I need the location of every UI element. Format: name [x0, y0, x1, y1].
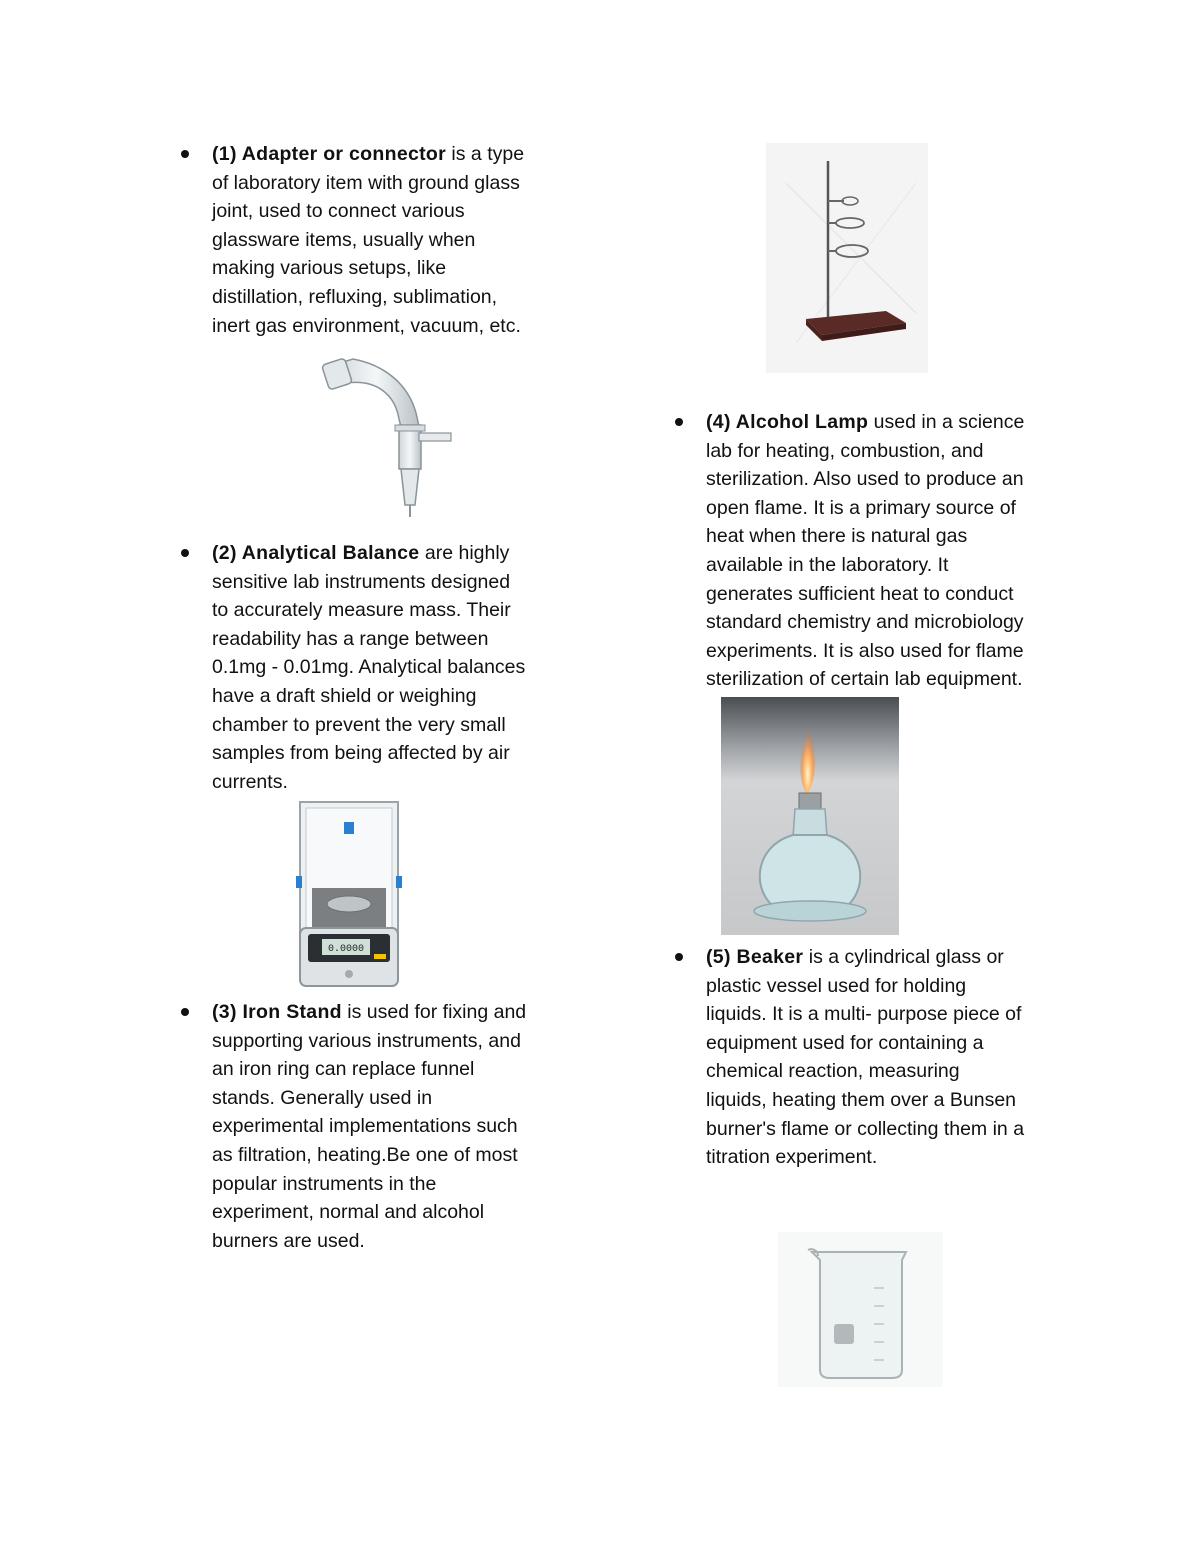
- item-term: (4) Alcohol Lamp: [706, 411, 869, 433]
- bullet: [675, 953, 683, 961]
- item-term: (3) Iron Stand: [212, 1001, 342, 1023]
- item-beaker: [706, 943, 1086, 1172]
- bullet: [675, 418, 683, 426]
- item-text: (4) Alcohol Lamp used in a science lab for heating, combustion, and sterilization. Also used to produce an open flame. It is a primary source of heat when there is natural gas available in the laboratory. It generates sufficient heat to conduct standard chemistry and microbiology experiments. It is also used for flame sterilization of certain lab equipment.: [706, 411, 1025, 691]
- item-text: (3) Iron Stand is used for fixing and supporting various instruments, and an iron ring can replace funnel stands. Generally used in experimental implementations such as filtration, heating.Be one of most popular instruments in the experiment, normal and alcohol burners are used.: [212, 1001, 527, 1252]
- item-term: (2) Analytical Balance: [212, 542, 420, 564]
- balance-display-reading: 0.0000: [327, 944, 365, 955]
- item-text: (2) Analytical Balance are highly sensitive lab instruments designed to accurately measure mass. Their readability has a range between 0.1mg - 0.01mg. Analytical balances have a draft shield or weighing chamber to prevent the very small samples from being affected by air currents.: [212, 542, 526, 793]
- glass-adapter-icon: [315, 355, 460, 520]
- item-text: (1) Adapter or connector is a type of laboratory item with ground glass joint, used to connect various glassware items, usually when making various setups, like distillation, refluxing, sublimation, inert gas environment, vacuum, etc.: [212, 143, 525, 337]
- beaker-icon: [778, 1232, 943, 1387]
- alcohol-lamp-icon: [721, 697, 899, 935]
- bullet: [181, 1008, 189, 1016]
- item-text: (5) Beaker is a cylindrical glass or plastic vessel used for holding liquids. It is a multi- purpose piece of equipment used for containing a chemical reaction, measuring liquids, heating them over a Bunsen burner's flame or collecting them in a titration experiment.: [706, 946, 1025, 1169]
- item-analytical-balance: [212, 539, 582, 796]
- item-alcohol-lamp: [706, 408, 1086, 694]
- bullet: [181, 150, 189, 158]
- item-adapter: [212, 140, 582, 340]
- item-iron-stand: [212, 998, 582, 1255]
- iron-stand-icon: [766, 143, 928, 373]
- analytical-balance-icon: [296, 800, 402, 990]
- bullet: [181, 549, 189, 557]
- item-term: (1) Adapter or connector: [212, 143, 447, 165]
- item-term: (5) Beaker: [706, 946, 804, 968]
